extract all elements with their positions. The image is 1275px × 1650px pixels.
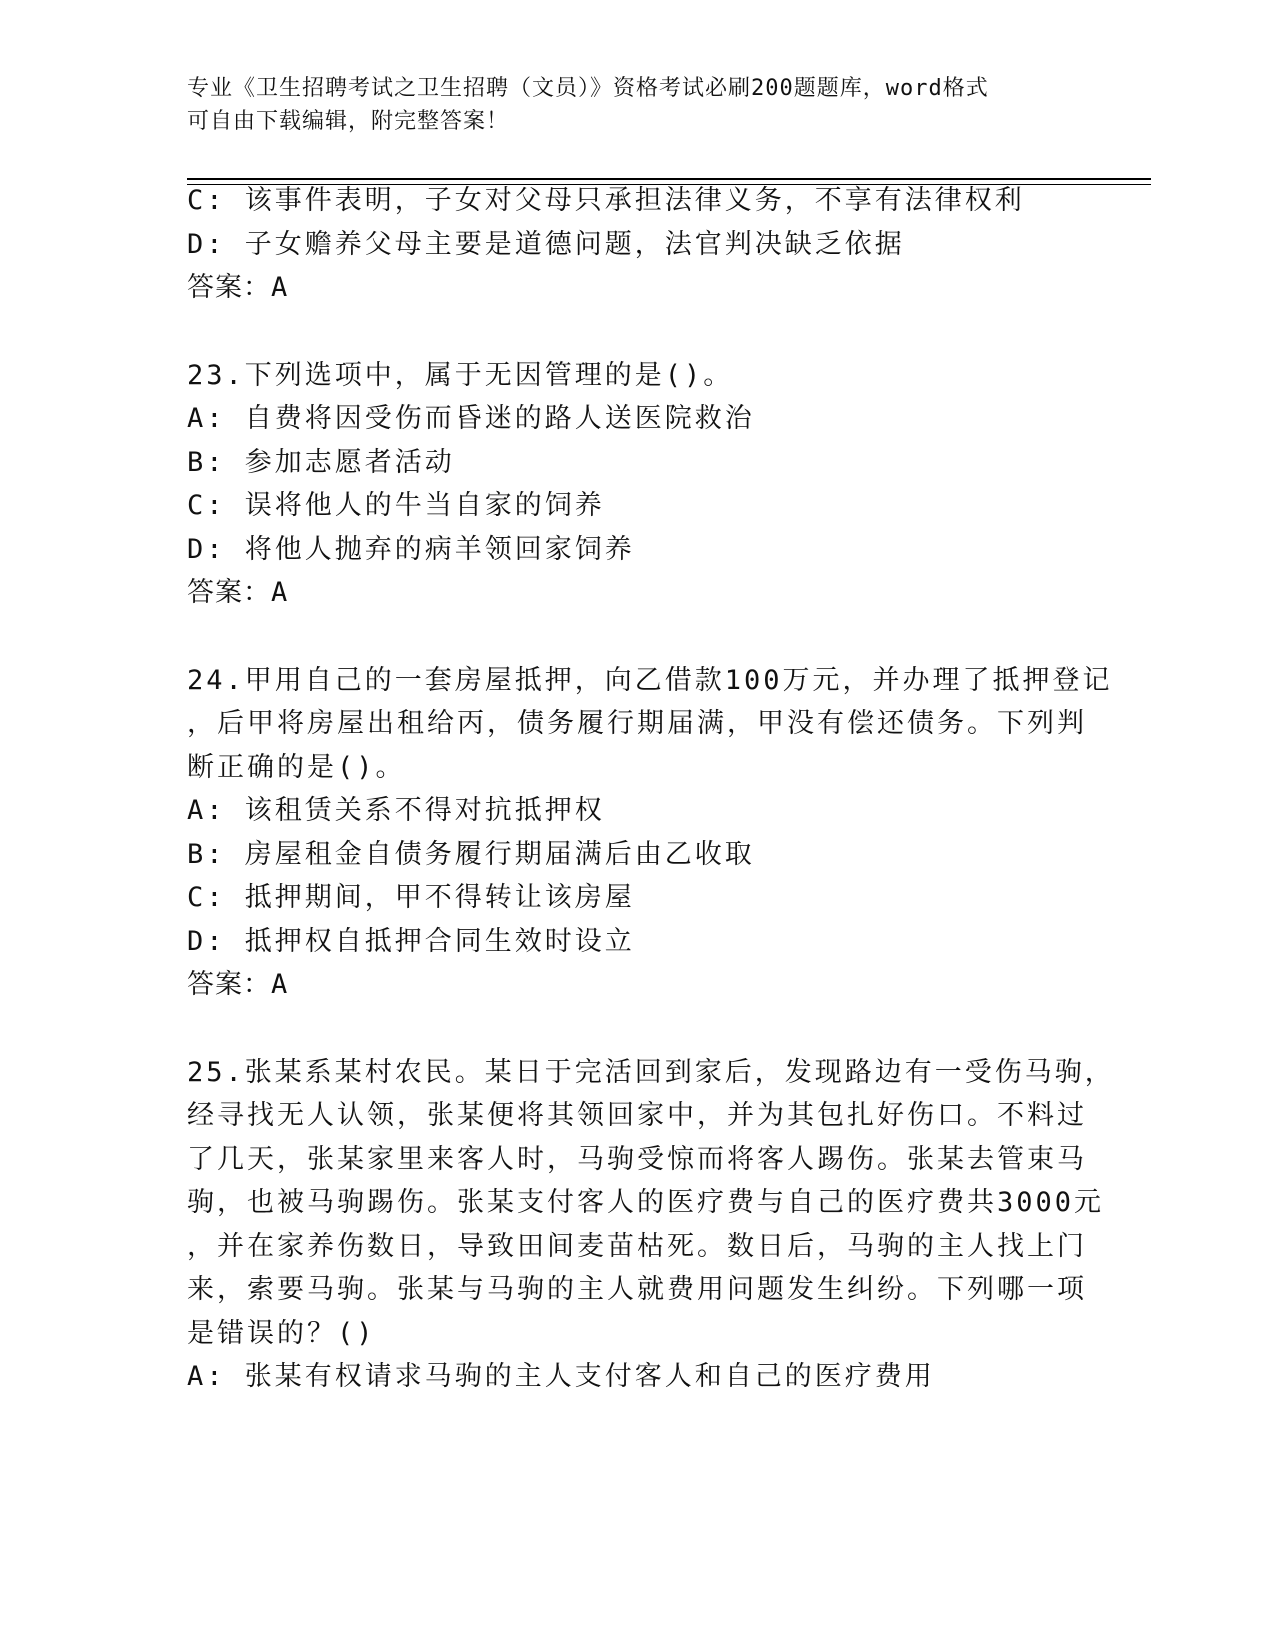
- q25-option-a: A: 张某有权请求马驹的主人支付客人和自己的医疗费用: [187, 1361, 935, 1392]
- q22-option-c: C: 该事件表明，子女对父母只承担法律义务，不享有法律权利: [187, 185, 1025, 216]
- q25-stem-line-3: 了几天，张某家里来客人时，马驹受惊而将客人踢伤。张某去管束马: [187, 1144, 1087, 1175]
- q24-option-a: A: 该租赁关系不得对抗抵押权: [187, 795, 605, 826]
- q25-stem-line-7: 是错误的？(): [187, 1318, 376, 1349]
- q23-stem: 23.下列选项中，属于无因管理的是()。: [187, 360, 734, 391]
- q22-option-d: D: 子女赡养父母主要是道德问题，法官判决缺乏依据: [187, 229, 905, 260]
- header-divider-thick: [187, 178, 1151, 180]
- q22-answer: 答案：A: [187, 272, 289, 303]
- q24-answer: 答案：A: [187, 969, 289, 1000]
- q24-stem-line-1: 24.甲用自己的一套房屋抵押，向乙借款100万元，并办理了抵押登记: [187, 665, 1113, 696]
- q23-option-c: C: 误将他人的牛当自家的饲养: [187, 490, 605, 521]
- page-header: [187, 72, 1087, 138]
- q23-option-b: B: 参加志愿者活动: [187, 447, 455, 478]
- q23-option-a: A: 自费将因受伤而昏迷的路人送医院救治: [187, 403, 755, 434]
- header-line-2: 可自由下载编辑，附完整答案！: [187, 109, 510, 134]
- q24-option-b: B: 房屋租金自债务履行期届满后由乙收取: [187, 839, 755, 870]
- q25-stem-line-4: 驹，也被马驹踢伤。张某支付客人的医疗费与自己的医疗费共3000元: [187, 1187, 1105, 1218]
- q24-stem-line-2: ，后甲将房屋出租给丙，债务履行期届满，甲没有偿还债务。下列判: [187, 708, 1087, 739]
- q24-option-c: C: 抵押期间，甲不得转让该房屋: [187, 882, 635, 913]
- q23-option-d: D: 将他人抛弃的病羊领回家饲养: [187, 534, 635, 565]
- header-line-1: 专业《卫生招聘考试之卫生招聘（文员）》资格考试必刷200题题库，word格式: [187, 76, 989, 101]
- q25-stem-line-5: ，并在家养伤数日，导致田间麦苗枯死。数日后，马驹的主人找上门: [187, 1231, 1087, 1262]
- q25-stem-line-2: 经寻找无人认领，张某便将其领回家中，并为其包扎好伤口。不料过: [187, 1100, 1087, 1131]
- q25-stem-line-1: 25.张某系某村农民。某日于完活回到家后，发现路边有一受伤马驹，: [187, 1057, 1115, 1088]
- q24-option-d: D: 抵押权自抵押合同生效时设立: [187, 926, 635, 957]
- q23-answer: 答案：A: [187, 577, 289, 608]
- q25-stem-line-6: 来，索要马驹。张某与马驹的主人就费用问题发生纠纷。下列哪一项: [187, 1274, 1087, 1305]
- q24-stem-line-3: 断正确的是()。: [187, 752, 406, 783]
